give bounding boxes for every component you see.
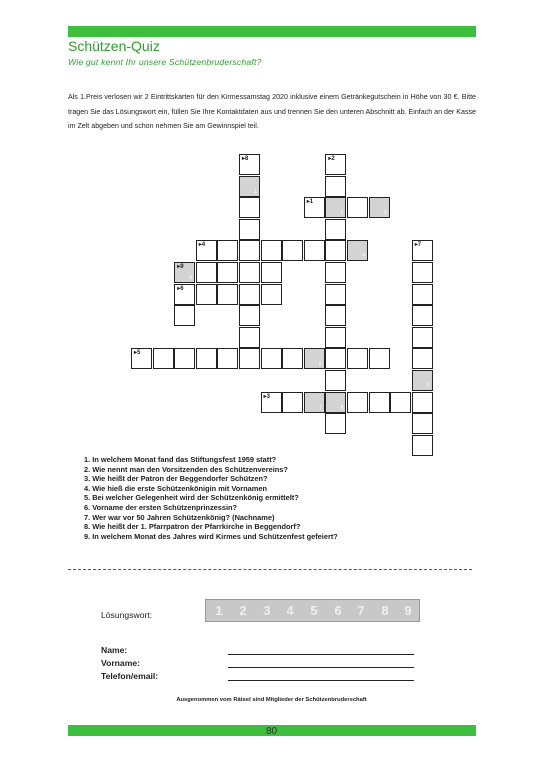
crossword-cell[interactable] <box>304 240 325 261</box>
cut-line <box>68 569 472 570</box>
intro-text: Als 1.Preis verlosen wir 2 Eintrittskarten für den Kirmessamstag 2020 inklusive einem Getränkegutschein in Höhe von 30 €. Bitte tragen Sie das Lösungswort ein, füllen Sie Ihre Kontaktdaten aus und trennen Sie den unteren Abschnitt ab. Einfach an der Kasse im Zelt abgeben und schon nehmen Sie am Gewinnspiel teil. <box>68 93 476 131</box>
solution-label: Lösungswort: <box>101 610 153 620</box>
clue-number: ▸5 <box>134 350 141 357</box>
crossword-cell[interactable] <box>261 240 282 261</box>
page-subtitle: Wie gut kennt Ihr unsere Schützenbruderschaft? <box>68 57 262 67</box>
exclusion-note: Ausgenommen vom Rätsel sind Mitglieder der Schützenbruderschaft <box>176 697 367 703</box>
crossword-cell[interactable] <box>347 348 368 369</box>
crossword-cell[interactable] <box>196 240 217 261</box>
crossword-cell[interactable] <box>217 348 238 369</box>
solution-index: 4 <box>362 253 365 260</box>
crossword-cell[interactable] <box>174 305 195 326</box>
crossword-cell[interactable] <box>239 240 260 261</box>
phone-label: Telefon/email: <box>101 671 159 681</box>
solution-index: 7 <box>319 404 322 411</box>
crossword-cell[interactable] <box>412 392 433 413</box>
crossword-cell[interactable] <box>217 262 238 283</box>
clue-item: 6. Vorname der ersten Schützenprinzessin? <box>84 502 238 512</box>
crossword-cell[interactable] <box>261 392 282 413</box>
crossword-cell[interactable] <box>369 197 390 218</box>
solution-letter[interactable]: 5 <box>310 603 318 618</box>
crossword-cell[interactable] <box>325 197 346 218</box>
crossword-cell[interactable] <box>239 197 260 218</box>
solution-word-box[interactable] <box>205 599 420 622</box>
name-label: Name: <box>101 645 128 655</box>
crossword-cell[interactable] <box>325 240 346 261</box>
page-title: Schützen-Quiz <box>68 38 160 54</box>
crossword-cell[interactable] <box>412 327 433 348</box>
clue-item: 8. Wie heißt der 1. Pfarrpatron der Pfarrkirche in Beggendorf? <box>84 522 301 532</box>
clue-number: ▸4 <box>198 242 206 249</box>
firstname-field[interactable] <box>228 667 414 668</box>
crossword-cell[interactable] <box>390 392 411 413</box>
clue-item: 2. Wie nennt man den Vorsitzenden des Schützenvereins? <box>84 464 288 474</box>
clue-number: ▸3 <box>263 393 270 400</box>
clue-item: 7. Wer war vor 50 Jahren Schützenkönig? (Nachname) <box>84 512 275 522</box>
name-field[interactable] <box>228 654 414 655</box>
crossword-cell[interactable] <box>217 240 238 261</box>
crossword-cell[interactable] <box>239 348 260 369</box>
crossword-cell[interactable] <box>325 219 346 240</box>
clue-list <box>84 455 338 541</box>
crossword-cell[interactable] <box>239 154 260 175</box>
clue-item: 9. In welchem Monat des Jahres wird Kirmes und Schützenfest gefeiert? <box>84 531 338 541</box>
crossword-cell[interactable] <box>412 240 433 261</box>
crossword-cell[interactable] <box>412 262 433 283</box>
crossword-cell[interactable] <box>412 348 433 369</box>
clue-item: 4. Wie hieß die erste Schützenkönigin mit Vornamen <box>84 483 267 493</box>
solution-index: 5 <box>319 361 322 368</box>
solution-letter[interactable]: 8 <box>381 603 389 618</box>
crossword-cell[interactable] <box>153 348 174 369</box>
crossword-cell[interactable] <box>239 262 260 283</box>
solution-letter[interactable]: 7 <box>357 603 365 618</box>
crossword-cell[interactable] <box>304 392 325 413</box>
clue-item: 1. In welchem Monat fand das Stiftungsfest 1959 statt? <box>84 455 277 464</box>
solution-letter[interactable]: 1 <box>215 603 223 618</box>
clue-number: ▸7 <box>414 242 422 249</box>
crossword-cell[interactable] <box>325 154 346 175</box>
crossword-cell[interactable] <box>282 392 303 413</box>
crossword-cell[interactable] <box>282 348 303 369</box>
clue-number: ▸6 <box>177 285 184 292</box>
crossword-cell[interactable] <box>325 413 346 434</box>
crossword-cell[interactable] <box>239 219 260 240</box>
crossword-cell[interactable] <box>174 348 195 369</box>
crossword-cell[interactable] <box>347 392 368 413</box>
solution-letter[interactable]: 2 <box>239 603 247 618</box>
solution-index: 3 <box>383 210 387 217</box>
clue-item: 5. Bei welcher Gelegenheit wird der Schützenkönig ermittelt? <box>84 493 299 503</box>
crossword-cell[interactable] <box>325 284 346 305</box>
crossword-cell[interactable] <box>174 262 195 283</box>
crossword-cell[interactable] <box>239 327 260 348</box>
crossword-cell[interactable] <box>261 348 282 369</box>
firstname-label: Vorname: <box>101 658 140 668</box>
crossword-cell[interactable] <box>261 284 282 305</box>
crossword-cell[interactable] <box>196 348 217 369</box>
solution-index: 9 <box>189 275 193 281</box>
crossword-cell[interactable] <box>217 284 238 305</box>
clue-item: 3. Wie heißt der Patron der Beggendorfer Schützen? <box>84 474 268 484</box>
crossword-cell[interactable] <box>174 284 195 305</box>
clue-number: ▸9 <box>177 264 184 270</box>
crossword-cell[interactable] <box>369 348 390 369</box>
crossword-cell[interactable] <box>369 392 390 413</box>
crossword-cell[interactable] <box>412 413 433 434</box>
crossword-cell[interactable] <box>347 240 368 261</box>
crossword-cell[interactable] <box>282 240 303 261</box>
crossword-cell[interactable] <box>325 348 346 369</box>
crossword-cell[interactable] <box>325 370 346 391</box>
solution-letter[interactable]: 4 <box>286 603 294 618</box>
crossword-cell[interactable] <box>261 262 282 283</box>
solution-index: 8 <box>340 404 344 411</box>
crossword-cell[interactable] <box>196 262 217 283</box>
crossword-cell[interactable] <box>412 305 433 326</box>
crossword-cell[interactable] <box>304 348 325 369</box>
crossword-cell[interactable] <box>196 284 217 305</box>
crossword-cell[interactable] <box>412 435 433 456</box>
crossword-cell[interactable] <box>325 392 346 413</box>
crossword-cell[interactable] <box>239 284 260 305</box>
clue-number: ▸1 <box>306 199 314 206</box>
crossword-cell[interactable] <box>239 305 260 326</box>
crossword-cell[interactable] <box>325 262 346 283</box>
clue-number: ▸2 <box>328 156 335 162</box>
crossword-cell[interactable] <box>412 370 433 391</box>
clue-number: ▸8 <box>242 156 249 162</box>
solution-index: 6 <box>427 383 430 389</box>
page-number: 80 <box>265 726 278 737</box>
solution-letter[interactable]: 3 <box>263 603 271 618</box>
crossword-cell[interactable] <box>347 197 368 218</box>
crossword-cell[interactable] <box>239 176 260 197</box>
solution-index: 1 <box>254 188 257 195</box>
crossword-cell[interactable] <box>304 197 325 218</box>
solution-letter[interactable]: 6 <box>334 603 342 618</box>
solution-letter[interactable]: 9 <box>404 603 412 618</box>
crossword-cell[interactable] <box>131 348 152 369</box>
solution-index: 2 <box>340 210 344 217</box>
phone-field[interactable] <box>228 680 414 681</box>
crossword-cell[interactable] <box>325 327 346 348</box>
crossword-cell[interactable] <box>325 305 346 326</box>
crossword-cell[interactable] <box>412 284 433 305</box>
crossword-cell[interactable] <box>325 176 346 197</box>
